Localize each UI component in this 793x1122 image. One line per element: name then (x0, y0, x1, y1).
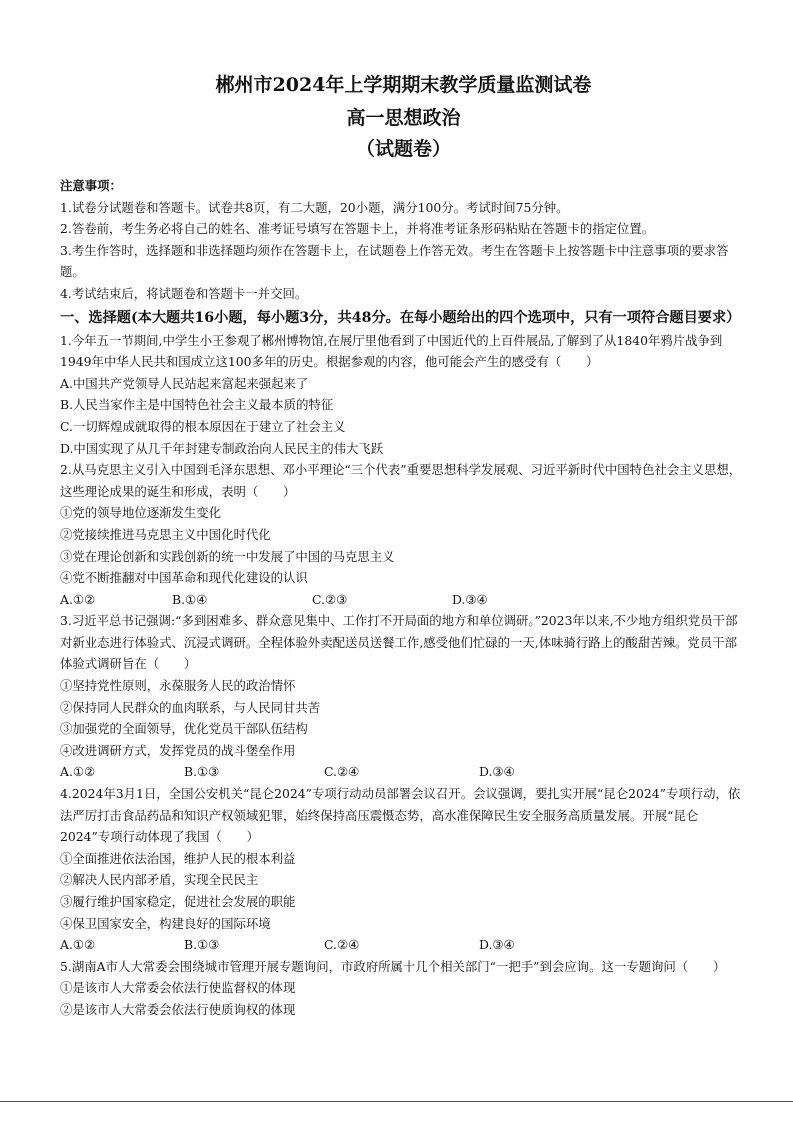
question-1-option-a: A.中国共产党领导人民站起来富起来强起来了 (60, 375, 309, 391)
question-4-stem: 4.2024年3月1日，全国公安机关“昆仑2024”专项行动动员部署会议召开。会议强调，要扎实开展“昆仑2024”专项行动，依法严厉打击食品药品和知识产权领域犯罪，始终保持高压震慑态势，高水准保障民生安全服务高质量发展。开展“昆仑2024”专项行动体现了我国（ ） (60, 786, 741, 845)
choice-a: A.①② (60, 591, 96, 607)
question-1-option-b: B.人民当家作主是中国特色社会主义最本质的特征 (60, 397, 334, 413)
notice-item: 4.考试结束后，将试题卷和答题卡一并交回。 (60, 285, 308, 301)
question-1-option-d: D.中国实现了从几千年封建专制政治向人民民主的伟大飞跃 (60, 440, 384, 456)
question-3-item-1: ①坚持党性原则，永葆服务人民的政治情怀 (60, 678, 296, 694)
notice-heading: 注意事项： (60, 178, 122, 193)
choice-c: C.②④ (324, 937, 360, 953)
question-3-item-3: ③加强党的全面领导，优化党员干部队伍结构 (60, 721, 308, 737)
question-1-option-c: C.一切辉煌成就取得的根本原因在于建立了社会主义 (60, 418, 346, 434)
choice-c: C.②③ (312, 591, 348, 607)
question-5-item-2: ②是该市人大常委会依法行使质询权的体现 (60, 1001, 296, 1017)
question-3-choices (60, 761, 747, 783)
question-3-item-2: ②保持同人民群众的血肉联系，与人民同甘共苦 (60, 699, 321, 715)
notice-item: 1.试卷分试题卷和答题卡。试卷共8页，有二大题，20小题，满分100分。考试时间75分钟。 (60, 199, 569, 215)
question-4-item-4: ④保卫国家安全，构建良好的国际环境 (60, 915, 271, 931)
exam-title: 郴州市2024年上学期期末教学质量监测试卷 (215, 74, 592, 96)
choice-b: B.①④ (172, 591, 208, 607)
choice-d: D.③④ (452, 591, 488, 607)
question-2-item-2: ②党接续推进马克思主义中国化时代化 (60, 526, 271, 542)
question-3-item-4: ④改进调研方式，发挥党员的战斗堡垒作用 (60, 742, 296, 758)
choice-b: B.①③ (184, 764, 220, 780)
question-4-choices (60, 934, 747, 956)
question-2-item-1: ①党的领导地位逐渐发生变化 (60, 505, 222, 521)
question-3-stem: 3.习近平总书记强调:“多到困难多、群众意见集中、工作打不开局面的地方和单位调研。”2023年以来,不少地方组织党员干部对新业态进行体验式、沉浸式调研。全程体验外卖配送员送餐工作,感受他们忙碌的一天,体味骑行路上的酸甜苦辣。党员干部体验式调研旨在（ ） (60, 613, 738, 672)
choice-d: D.③④ (479, 937, 515, 953)
section-heading: 一、选择题(本大题共16小题，每小题3分，共48分。在每小题给出的四个选项中，只有一项符合题目要求） (60, 309, 741, 326)
question-4-item-1: ①全面推进依法治国，维护人民的根本利益 (60, 850, 296, 866)
question-4-item-3: ③履行维护国家稳定，促进社会发展的职能 (60, 894, 296, 909)
question-5-item-1: ①是该市人大常委会依法行使监督权的体现 (60, 980, 296, 996)
question-2-item-3: ③党在理论创新和实践创新的统一中发展了中国的马克思主义 (60, 548, 395, 564)
choice-c: C.②④ (324, 764, 360, 780)
subject-title: 高一思想政治 (346, 107, 461, 129)
question-4-item-2: ②解决人民内部矛盾，实现全民民主 (60, 872, 259, 888)
paper-type-title: （试题卷） (355, 138, 451, 160)
question-5-stem: 5.湖南A市人大常委会围绕城市管理开展专题询问，市政府所属十几个相关部门“一把手”到会应询。这一专题询问（ ） (60, 958, 726, 974)
question-2-choices (60, 589, 747, 611)
choice-a: A.①② (60, 764, 96, 780)
choice-a: A.①② (60, 937, 96, 953)
question-2-item-4: ④党不断推翻对中国革命和现代化建设的认识 (60, 570, 308, 586)
notice-item: 2.答卷前，考生务必将自己的姓名、准考证号填写在答题卡上，并将准考证条形码粘贴在答题卡的指定位置。 (60, 221, 655, 237)
question-1-stem: 1.今年五一节期间,中学生小王参观了郴州博物馆,在展厅里他看到了中国近代的上百件展品,了解到了从1840年鸦片战争到1949年中华人民共和国成立这100多年的历史。根据参观的内容，他可能会产生的感受有（ ） (60, 332, 723, 370)
notice-item: 3.考生作答时，选择题和非选择题均须作在答题卡上，在试题卷上作答无效。考生在答题卡上按答题卡中注意事项的要求答题。 (60, 242, 729, 280)
question-2-stem: 2.从马克思主义引入中国到毛泽东思想、邓小平理论“三个代表”重要思想科学发展观、习近平新时代中国特色社会主义思想，这些理论成果的诞生和形成，表明（ ） (60, 462, 742, 499)
page-bottom-rule (0, 1101, 793, 1102)
choice-d: D.③④ (479, 764, 515, 780)
choice-b: B.①③ (184, 937, 220, 953)
